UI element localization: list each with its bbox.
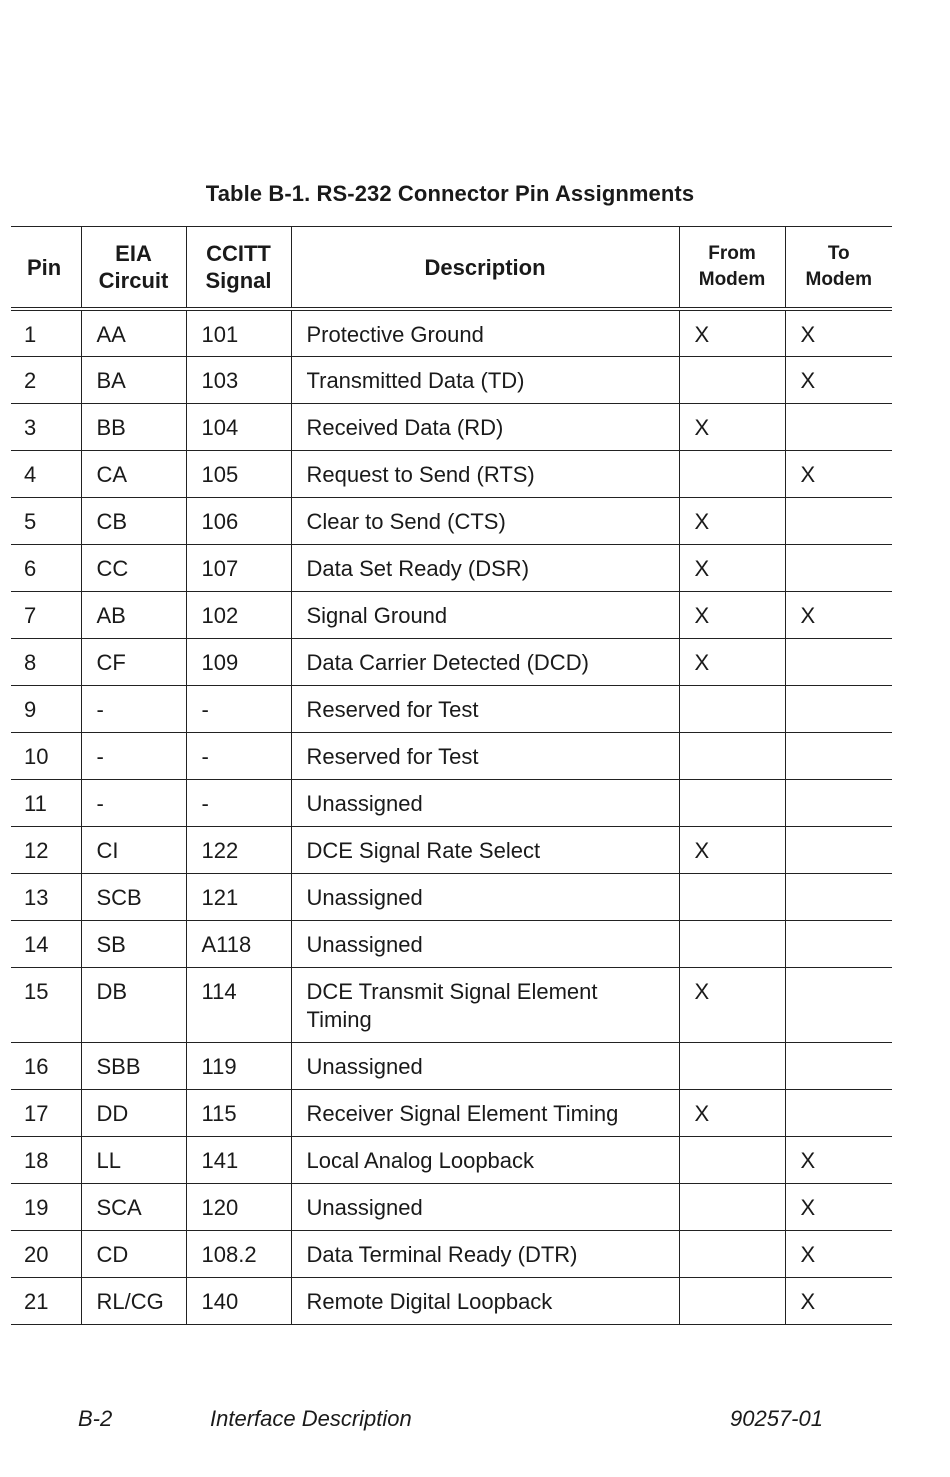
- cell-eia-circuit: DB: [81, 967, 186, 1042]
- cell-to-modem: X: [785, 356, 892, 403]
- table-row: [11, 1089, 892, 1136]
- cell-to-modem: [785, 497, 892, 544]
- cell-eia-circuit: CF: [81, 638, 186, 685]
- table-row: [11, 779, 892, 826]
- cell-eia-circuit: BA: [81, 356, 186, 403]
- cell-from-modem: X: [679, 1089, 785, 1136]
- cell-description: DCE Transmit Signal Element Timing: [291, 967, 679, 1042]
- cell-eia-circuit: BB: [81, 403, 186, 450]
- cell-from-modem: X: [679, 967, 785, 1042]
- cell-from-modem: [679, 1183, 785, 1230]
- table-row: [11, 1042, 892, 1089]
- cell-pin: 8: [11, 638, 81, 685]
- table-row: [11, 1136, 892, 1183]
- cell-pin: 21: [11, 1277, 81, 1324]
- cell-to-modem: [785, 638, 892, 685]
- cell-description: Unassigned: [291, 1042, 679, 1089]
- cell-description: Reserved for Test: [291, 685, 679, 732]
- cell-eia-circuit: LL: [81, 1136, 186, 1183]
- footer-page-number: B-2: [78, 1406, 113, 1431]
- cell-description: Remote Digital Loopback: [291, 1277, 679, 1324]
- cell-pin: 3: [11, 403, 81, 450]
- cell-to-modem: X: [785, 450, 892, 497]
- cell-from-modem: X: [679, 544, 785, 591]
- table-row: [11, 873, 892, 920]
- cell-eia-circuit: DD: [81, 1089, 186, 1136]
- table-body: [11, 309, 892, 1324]
- cell-eia-circuit: RL/CG: [81, 1277, 186, 1324]
- cell-ccitt-signal: 119: [186, 1042, 291, 1089]
- cell-ccitt-signal: 120: [186, 1183, 291, 1230]
- table-row: [11, 309, 892, 356]
- table-row: [11, 1230, 892, 1277]
- cell-description: Reserved for Test: [291, 732, 679, 779]
- cell-to-modem: [785, 920, 892, 967]
- table-row: [11, 356, 892, 403]
- cell-ccitt-signal: 108.2: [186, 1230, 291, 1277]
- cell-from-modem: [679, 356, 785, 403]
- footer-section-title: Interface Description: [210, 1406, 412, 1431]
- cell-ccitt-signal: 140: [186, 1277, 291, 1324]
- table-title: Table B-1. RS-232 Connector Pin Assignments: [205, 181, 695, 206]
- cell-ccitt-signal: 141: [186, 1136, 291, 1183]
- cell-ccitt-signal: -: [186, 685, 291, 732]
- cell-description: Local Analog Loopback: [291, 1136, 679, 1183]
- cell-from-modem: [679, 685, 785, 732]
- cell-from-modem: X: [679, 403, 785, 450]
- table-row: [11, 544, 892, 591]
- cell-description: Received Data (RD): [291, 403, 679, 450]
- table-row: [11, 732, 892, 779]
- cell-pin: 16: [11, 1042, 81, 1089]
- cell-eia-circuit: CD: [81, 1230, 186, 1277]
- cell-eia-circuit: SCB: [81, 873, 186, 920]
- cell-pin: 7: [11, 591, 81, 638]
- cell-eia-circuit: AA: [81, 309, 186, 356]
- cell-to-modem: [785, 873, 892, 920]
- cell-description: Data Carrier Detected (DCD): [291, 638, 679, 685]
- cell-to-modem: X: [785, 591, 892, 638]
- cell-ccitt-signal: 122: [186, 826, 291, 873]
- cell-pin: 5: [11, 497, 81, 544]
- cell-to-modem: [785, 685, 892, 732]
- cell-to-modem: X: [785, 1230, 892, 1277]
- cell-ccitt-signal: 102: [186, 591, 291, 638]
- cell-pin: 10: [11, 732, 81, 779]
- table-row: [11, 403, 892, 450]
- cell-pin: 20: [11, 1230, 81, 1277]
- cell-ccitt-signal: 104: [186, 403, 291, 450]
- table-header-row: [11, 227, 892, 310]
- cell-description: Unassigned: [291, 920, 679, 967]
- cell-from-modem: X: [679, 638, 785, 685]
- cell-ccitt-signal: 101: [186, 309, 291, 356]
- cell-ccitt-signal: 106: [186, 497, 291, 544]
- cell-ccitt-signal: 103: [186, 356, 291, 403]
- cell-eia-circuit: SB: [81, 920, 186, 967]
- header-ccitt-signal: CCITT Signal: [186, 227, 291, 310]
- cell-description: Protective Ground: [291, 309, 679, 356]
- cell-to-modem: X: [785, 1277, 892, 1324]
- cell-eia-circuit: -: [81, 685, 186, 732]
- cell-pin: 19: [11, 1183, 81, 1230]
- cell-description: DCE Signal Rate Select: [291, 826, 679, 873]
- cell-to-modem: [785, 544, 892, 591]
- cell-to-modem: [785, 732, 892, 779]
- cell-ccitt-signal: -: [186, 779, 291, 826]
- cell-description: Receiver Signal Element Timing: [291, 1089, 679, 1136]
- cell-pin: 6: [11, 544, 81, 591]
- cell-pin: 9: [11, 685, 81, 732]
- cell-pin: 11: [11, 779, 81, 826]
- cell-to-modem: [785, 826, 892, 873]
- cell-to-modem: X: [785, 309, 892, 356]
- cell-pin: 4: [11, 450, 81, 497]
- cell-ccitt-signal: -: [186, 732, 291, 779]
- cell-eia-circuit: CI: [81, 826, 186, 873]
- table-row: [11, 1183, 892, 1230]
- cell-ccitt-signal: 109: [186, 638, 291, 685]
- cell-pin: 18: [11, 1136, 81, 1183]
- table-row: [11, 450, 892, 497]
- cell-pin: 15: [11, 967, 81, 1042]
- cell-from-modem: [679, 1230, 785, 1277]
- cell-from-modem: [679, 1136, 785, 1183]
- cell-description: Clear to Send (CTS): [291, 497, 679, 544]
- cell-ccitt-signal: A118: [186, 920, 291, 967]
- header-to-modem: To Modem: [785, 227, 892, 310]
- cell-eia-circuit: CB: [81, 497, 186, 544]
- table-row: [11, 638, 892, 685]
- header-pin: Pin: [11, 227, 81, 310]
- cell-from-modem: X: [679, 309, 785, 356]
- cell-description: Data Set Ready (DSR): [291, 544, 679, 591]
- cell-ccitt-signal: 107: [186, 544, 291, 591]
- cell-description: Request to Send (RTS): [291, 450, 679, 497]
- cell-to-modem: [785, 967, 892, 1042]
- cell-eia-circuit: CA: [81, 450, 186, 497]
- cell-to-modem: X: [785, 1183, 892, 1230]
- table-row: [11, 497, 892, 544]
- cell-to-modem: X: [785, 1136, 892, 1183]
- cell-ccitt-signal: 114: [186, 967, 291, 1042]
- cell-from-modem: X: [679, 826, 785, 873]
- cell-from-modem: X: [679, 497, 785, 544]
- cell-pin: 17: [11, 1089, 81, 1136]
- cell-description: Unassigned: [291, 1183, 679, 1230]
- table-row: [11, 920, 892, 967]
- cell-from-modem: [679, 779, 785, 826]
- cell-description: Signal Ground: [291, 591, 679, 638]
- cell-from-modem: [679, 920, 785, 967]
- header-from-modem: From Modem: [679, 227, 785, 310]
- cell-from-modem: [679, 1042, 785, 1089]
- cell-from-modem: X: [679, 591, 785, 638]
- cell-eia-circuit: SCA: [81, 1183, 186, 1230]
- table-row: [11, 1277, 892, 1324]
- cell-eia-circuit: SBB: [81, 1042, 186, 1089]
- cell-description: Transmitted Data (TD): [291, 356, 679, 403]
- cell-to-modem: [785, 403, 892, 450]
- cell-from-modem: [679, 873, 785, 920]
- cell-ccitt-signal: 105: [186, 450, 291, 497]
- cell-eia-circuit: -: [81, 779, 186, 826]
- table-row: [11, 591, 892, 638]
- table-row: [11, 685, 892, 732]
- cell-ccitt-signal: 115: [186, 1089, 291, 1136]
- cell-to-modem: [785, 779, 892, 826]
- cell-from-modem: [679, 1277, 785, 1324]
- cell-description: Unassigned: [291, 779, 679, 826]
- cell-eia-circuit: AB: [81, 591, 186, 638]
- table-row: [11, 967, 892, 1042]
- header-eia-circuit: EIA Circuit: [81, 227, 186, 310]
- cell-to-modem: [785, 1089, 892, 1136]
- header-description: Description: [291, 227, 679, 310]
- cell-to-modem: [785, 1042, 892, 1089]
- cell-eia-circuit: -: [81, 732, 186, 779]
- cell-pin: 13: [11, 873, 81, 920]
- cell-from-modem: [679, 450, 785, 497]
- cell-description: Unassigned: [291, 873, 679, 920]
- cell-ccitt-signal: 121: [186, 873, 291, 920]
- cell-eia-circuit: CC: [81, 544, 186, 591]
- cell-pin: 2: [11, 356, 81, 403]
- table-row: [11, 826, 892, 873]
- cell-pin: 12: [11, 826, 81, 873]
- cell-pin: 1: [11, 309, 81, 356]
- footer-document-number: 90257-01: [730, 1406, 823, 1431]
- cell-description: Data Terminal Ready (DTR): [291, 1230, 679, 1277]
- cell-from-modem: [679, 732, 785, 779]
- cell-pin: 14: [11, 920, 81, 967]
- pin-assignment-table: [11, 226, 892, 1325]
